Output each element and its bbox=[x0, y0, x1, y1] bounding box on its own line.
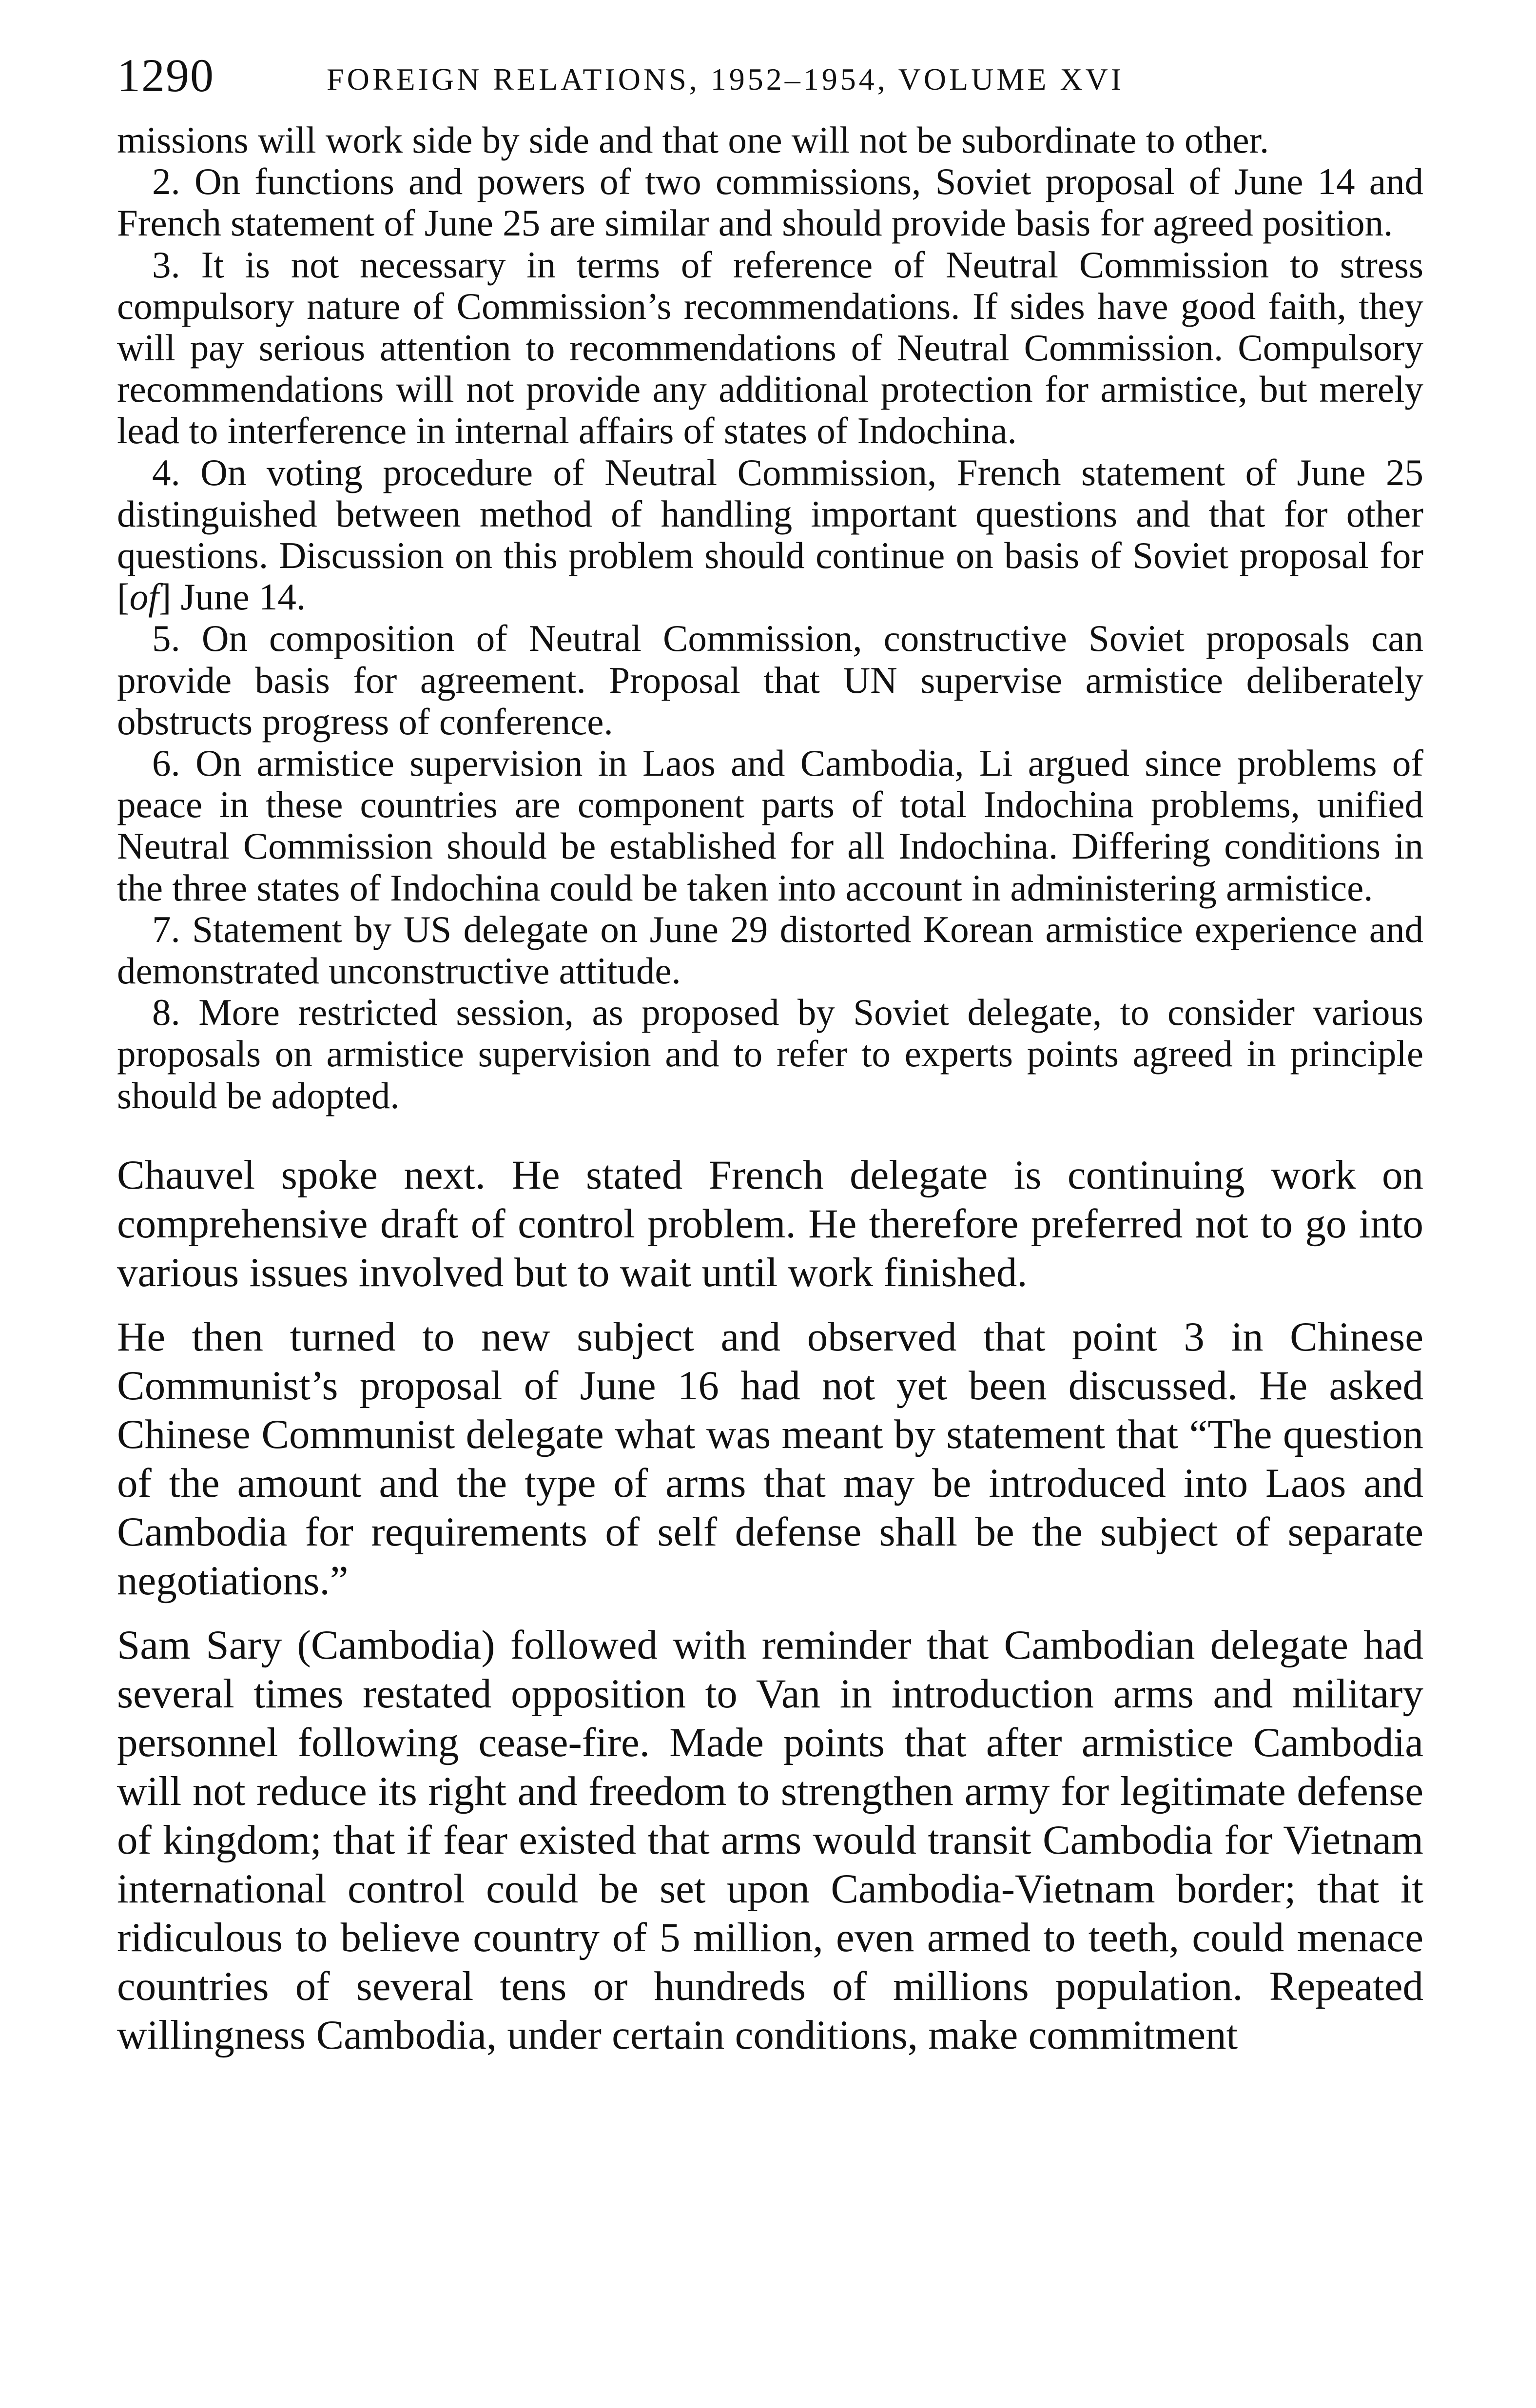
point-5: 5. On composition of Neutral Commission, constructive Soviet proposals can provide basis for agreement. Proposal that UN supervise armistice deliberately obstructs progress of conference. bbox=[117, 617, 1423, 743]
point-8: 8. More restricted session, as proposed by Soviet delegate, to consider various proposals on armistice supervision and to refer to experts points agreed in principle should be adopted. bbox=[117, 991, 1423, 1116]
point-4-text-after: ] June 14. bbox=[158, 576, 306, 618]
point-6: 6. On armistice supervision in Laos and Cambodia, Li argued since problems of peace in these countries are component parts of total Indochina problems, unified Neutral Commission should be established for all Indochina. Differing conditions in the three states of Indochina could be taken into account in administering armistice. bbox=[117, 742, 1423, 909]
point-4-italic-insertion: of bbox=[129, 576, 159, 618]
point-4-text-before: 4. On voting procedure of Neutral Commission, French statement of June 25 distinguished between method of handling important questions and that for other questions. Discussion on this problem should continue on basis of Soviet proposal for [ bbox=[117, 451, 1423, 618]
paragraph-chauvel: Chauvel spoke next. He stated French delegate is continuing work on comprehensive draft of control problem. He therefore preferred not to go into various issues involved but to wait until work finished. bbox=[117, 1152, 1423, 1295]
paragraph-new-subject: He then turned to new subject and observed that point 3 in Chinese Communist’s proposal of June 16 had not yet been discussed. He asked Chinese Communist delegate what was meant by statement that “The question of the amount and the type of arms that may be introduced into Laos and Cambodia for requirements of self defense shall be the subject of separate negotiations.” bbox=[117, 1313, 1423, 1604]
page-number: 1290 bbox=[117, 49, 214, 101]
running-head: FOREIGN RELATIONS, 1952–1954, VOLUME XVI bbox=[327, 62, 1125, 97]
document-page bbox=[117, 46, 1423, 2377]
page-header bbox=[117, 46, 1423, 119]
point-2: 2. On functions and powers of two commissions, Soviet proposal of June 14 and French statement of June 25 are similar and should provide basis for agreed position. bbox=[117, 160, 1423, 244]
paragraph-sam-sary: Sam Sary (Cambodia) followed with reminder that Cambodian delegate had several times restated opposition to Van in introduction arms and military personnel following cease-fire. Made points that after armistice Cambodia will not reduce its right and freedom to strengthen army for legitimate defense of kingdom; that if fear existed that arms would transit Cambodia for Vietnam international control could be set upon Cambodia-Vietnam border; that it ridiculous to believe country of 5 million, even armed to teeth, could menace countries of several tens or hundreds of millions population. Repeated willingness Cambodia, under certain conditions, make commitment bbox=[117, 1622, 1423, 2058]
point-7: 7. Statement by US delegate on June 29 distorted Korean armistice experience and demonstrated unconstructive attitude. bbox=[117, 908, 1423, 992]
paragraph-continuation: missions will work side by side and that one will not be subordinate to other. bbox=[117, 119, 1269, 161]
point-3: 3. It is not necessary in terms of reference of Neutral Commission to stress compulsory nature of Commission’s recommendations. If sides have good faith, they will pay serious attention to recommendations of Neutral Commission. Compulsory recommendations will not provide any additional protection for armistice, but merely lead to interference in internal affairs of states of Indochina. bbox=[117, 243, 1423, 452]
numbered-points-block bbox=[117, 119, 1423, 1116]
narrative-block bbox=[117, 1151, 1423, 2059]
point-4 bbox=[117, 452, 1423, 618]
